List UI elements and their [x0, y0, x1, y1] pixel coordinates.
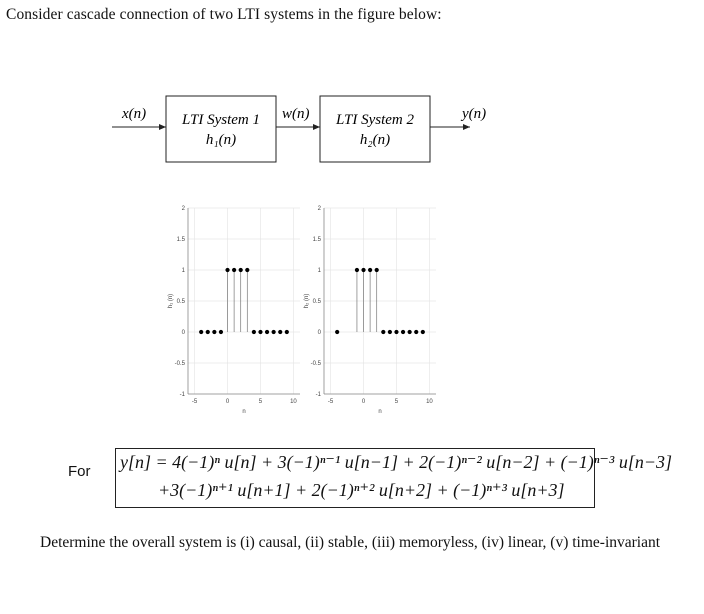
stem-marker	[245, 268, 249, 272]
y-tick-label: 1	[317, 268, 321, 274]
stem-marker	[272, 330, 276, 334]
stem-marker	[265, 330, 269, 334]
y-tick-label: 1.5	[176, 237, 185, 243]
stem-marker	[258, 330, 262, 334]
y-axis-label: h₁ (n)	[168, 293, 174, 309]
x-tick-label: -5	[191, 399, 198, 405]
system1-response: h₁(n)	[205, 132, 237, 148]
intermediate-label: w(n)	[282, 106, 310, 122]
x-axis-label: n	[242, 409, 246, 415]
stem-marker	[401, 330, 405, 334]
stem-marker	[375, 268, 379, 272]
y-axis-label: h₂ (n)	[304, 293, 310, 309]
y-tick-label: -1	[179, 392, 185, 398]
stem-marker	[335, 330, 339, 334]
y-tick-label: 2	[181, 206, 185, 212]
system2-box	[320, 96, 430, 162]
for-label: For	[68, 463, 91, 480]
stem-marker	[368, 268, 372, 272]
y-tick-label: 1.5	[312, 237, 321, 243]
equation-line-1: y[n] = 4(−1)ⁿ u[n] + 3(−1)ⁿ⁻¹ u[n−1] + 2(−1)ⁿ⁻² u[n−2] + (−1)ⁿ⁻³ u[n−3]	[120, 452, 672, 472]
input-label: x(n)	[122, 106, 147, 122]
stem-marker	[278, 330, 282, 334]
x-tick-label: -5	[327, 399, 334, 405]
stem-marker	[361, 268, 365, 272]
x-tick-label: 0	[225, 399, 230, 405]
block-diagram	[108, 92, 508, 172]
intro-text: Consider cascade connection of two LTI systems in the figure below:	[6, 6, 442, 23]
y-tick-label: 2	[317, 206, 321, 212]
y-tick-label: 1	[181, 268, 185, 274]
y-tick-label: 0	[181, 330, 185, 336]
stem-marker	[206, 330, 210, 334]
stem-marker	[212, 330, 216, 334]
stem-marker	[408, 330, 412, 334]
stem-marker	[199, 330, 203, 334]
equation-line-2: +3(−1)ⁿ⁺¹ u[n+1] + 2(−1)ⁿ⁺² u[n+2] + (−1)ⁿ⁺³ u[n+3]	[158, 480, 565, 500]
stem-marker	[394, 330, 398, 334]
system2-response: h₂(n)	[359, 132, 391, 148]
x-tick-label: 0	[361, 399, 366, 405]
y-tick-label: 0	[317, 330, 321, 336]
stem-marker	[285, 330, 289, 334]
system2-title: LTI System 2	[335, 112, 415, 128]
stem-marker	[421, 330, 425, 334]
equation-box	[115, 448, 672, 508]
x-tick-label: 10	[290, 399, 297, 405]
h1-stem-plot	[160, 198, 310, 418]
question-text: Determine the overall system is (i) causal, (ii) stable, (iii) memoryless, (iv) linear, (v) time-invariant	[40, 534, 661, 551]
y-tick-label: -0.5	[310, 361, 321, 367]
y-tick-label: 0.5	[176, 299, 185, 305]
stem-marker	[381, 330, 385, 334]
x-tick-label: 10	[426, 399, 433, 405]
stem-marker	[219, 330, 223, 334]
system1-title: LTI System 1	[181, 112, 261, 128]
x-axis-label: n	[378, 409, 382, 415]
y-tick-label: -0.5	[174, 361, 185, 367]
stem-marker	[239, 268, 243, 272]
stem-marker	[252, 330, 256, 334]
stem-marker	[355, 268, 359, 272]
y-tick-label: -1	[315, 392, 321, 398]
x-tick-label: 5	[258, 399, 263, 405]
stem-marker	[414, 330, 418, 334]
stem-marker	[388, 330, 392, 334]
stem-marker	[225, 268, 229, 272]
stem-marker	[232, 268, 236, 272]
output-label: y(n)	[462, 106, 487, 122]
y-tick-label: 0.5	[312, 299, 321, 305]
x-tick-label: 5	[394, 399, 399, 405]
h2-stem-plot	[296, 198, 446, 418]
system1-box	[166, 96, 276, 162]
